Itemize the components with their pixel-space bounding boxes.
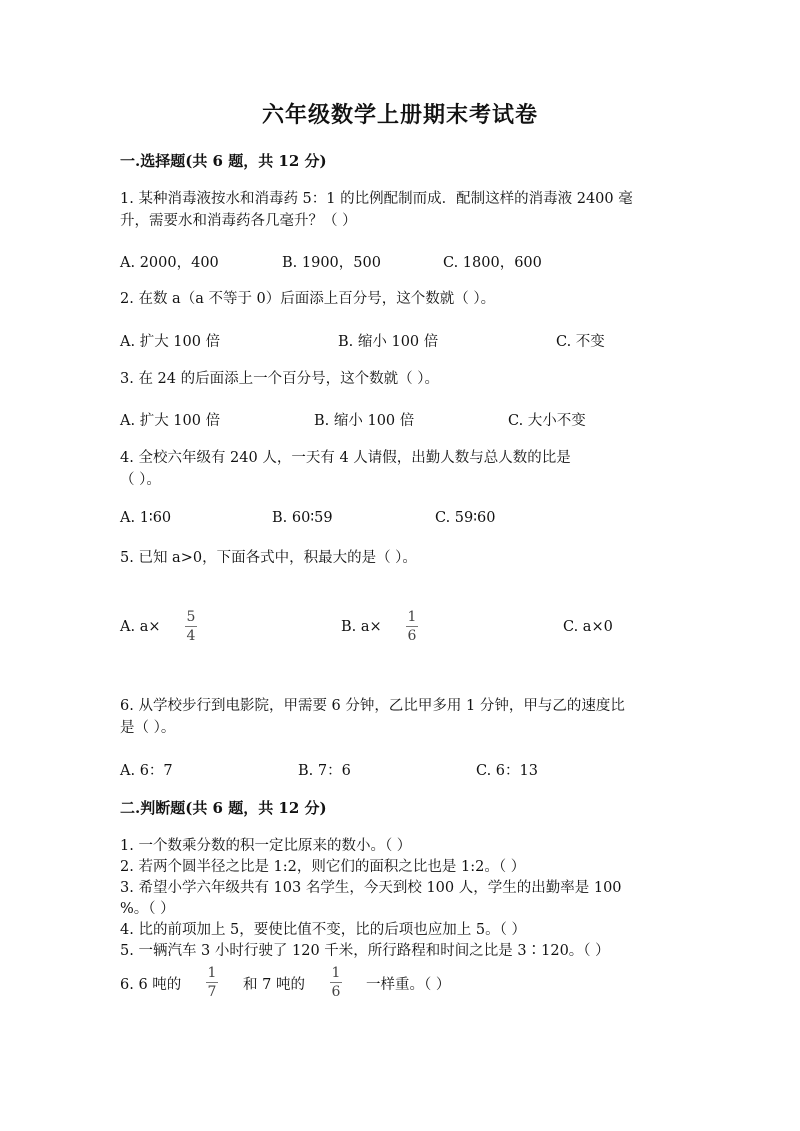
judgment-item-4: 4. 比的前项加上 5，要使比值不变，比的后项也应加上 5。（ ） [120, 922, 526, 938]
judgment-item-6-suffix: 一样重。（ ） [366, 977, 451, 993]
question-3-line-1: 3. 在 24 的后面添上一个百分号，这个数就（ ）。 [120, 371, 439, 387]
question-6-option-a: A. 6：7 [120, 763, 173, 779]
question-4-option-a: A. 1∶60 [120, 510, 172, 526]
question-1-option-b: B. 1900，500 [282, 255, 381, 271]
question-5-option-c: C. a×0 [563, 619, 613, 635]
section-heading-multiple-choice: 一.选择题(共 6 题，共 12 分) [120, 152, 327, 170]
judgment-item-6-fraction-1 [202, 965, 222, 1000]
question-3-option-c: C. 大小不变 [508, 413, 586, 429]
judgment-item-3-line-1: 3. 希望小学六年级共有 103 名学生，今天到校 100 人，学生的出勤率是 100 [120, 880, 622, 896]
question-6-option-b: B. 7：6 [298, 763, 351, 779]
question-4-line-2: （ ）。 [120, 472, 161, 488]
question-2-line-1: 2. 在数 a（a 不等于 0）后面添上百分号，这个数就（ ）。 [120, 291, 496, 307]
question-1-option-c: C. 1800，600 [443, 255, 542, 271]
question-5-line-1: 5. 已知 a>0，下面各式中，积最大的是（ ）。 [120, 550, 417, 566]
question-5-option-a: A. a× [120, 619, 161, 635]
judgment-item-6-prefix: 6. 6 吨的 [120, 977, 182, 993]
fraction-denominator: 6 [331, 984, 341, 1000]
question-6-line-2: 是（ ）。 [120, 720, 176, 736]
question-4-option-b: B. 60∶59 [272, 510, 333, 526]
question-2-option-b: B. 缩小 100 倍 [338, 334, 439, 350]
question-5-option-b-fraction [402, 609, 422, 644]
fraction-numerator: 1 [207, 965, 217, 981]
question-1-option-a: A. 2000，400 [120, 255, 219, 271]
fraction-bar [330, 982, 342, 983]
fraction-numerator: 1 [407, 609, 417, 625]
fraction-bar [206, 982, 218, 983]
question-2-option-c: C. 不变 [556, 334, 605, 350]
section-heading-true-false: 二.判断题(共 6 题，共 12 分) [120, 799, 327, 817]
judgment-item-5: 5. 一辆汽车 3 小时行驶了 120 千米，所行路程和时间之比是 3∶120。（ ） [120, 943, 610, 959]
page-title: 六年级数学上册期末考试卷 [261, 102, 538, 128]
question-6-option-c: C. 6：13 [476, 763, 538, 779]
question-5-option-a-fraction [181, 609, 201, 644]
question-4-line-1: 4. 全校六年级有 240 人，一天有 4 人请假，出勤人数与总人数的比是 [120, 450, 571, 466]
fraction-numerator: 5 [186, 609, 196, 625]
fraction-numerator: 1 [331, 965, 341, 981]
question-3-option-a: A. 扩大 100 倍 [120, 413, 221, 429]
fraction-denominator: 4 [186, 628, 196, 644]
judgment-item-6-fraction-2 [326, 965, 346, 1000]
fraction-bar [185, 626, 197, 627]
question-3-option-b: B. 缩小 100 倍 [314, 413, 415, 429]
question-6-line-1: 6. 从学校步行到电影院，甲需要 6 分钟，乙比甲多用 1 分钟，甲与乙的速度比 [120, 698, 625, 714]
fraction-bar [406, 626, 418, 627]
judgment-item-6-middle: 和 7 吨的 [243, 977, 305, 993]
question-2-option-a: A. 扩大 100 倍 [120, 334, 221, 350]
question-1-line-1: 1. 某种消毒液按水和消毒药 5：1 的比例配制而成．配制这样的消毒液 2400 毫 [120, 191, 633, 207]
judgment-item-1: 1. 一个数乘分数的积一定比原来的数小。（ ） [120, 838, 412, 854]
fraction-denominator: 7 [207, 984, 217, 1000]
question-4-option-c: C. 59∶60 [435, 510, 496, 526]
judgment-item-3-line-2: %。（ ） [120, 901, 175, 917]
fraction-denominator: 6 [407, 628, 417, 644]
question-5-option-b: B. a× [341, 619, 382, 635]
question-1-line-2: 升，需要水和消毒药各几毫升？（ ） [120, 213, 357, 229]
judgment-item-2: 2. 若两个圆半径之比是 1:2，则它们的面积之比也是 1:2。（ ） [120, 859, 526, 875]
